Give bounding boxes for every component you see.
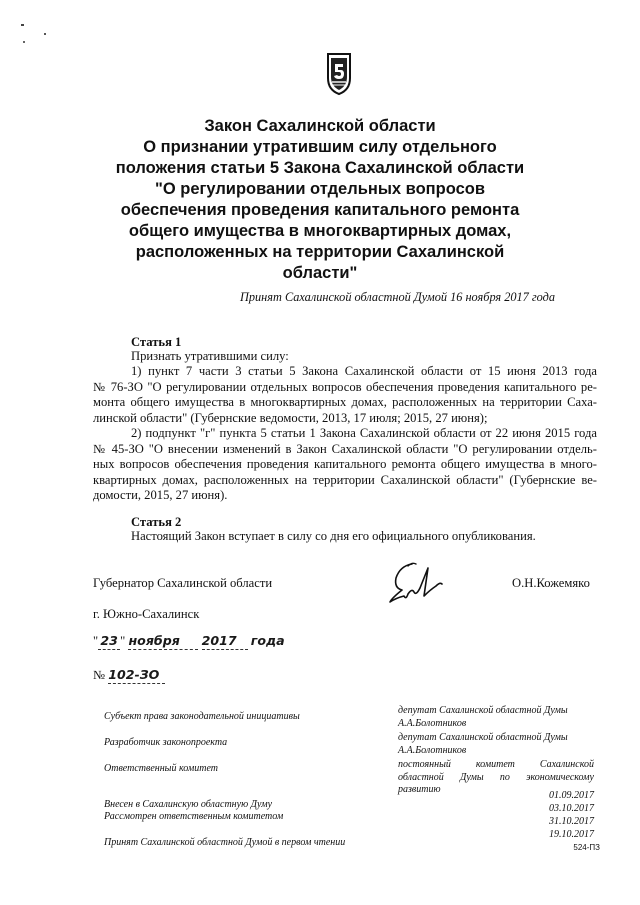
footer-date-value: 01.09.2017	[549, 790, 594, 801]
date-word: года	[250, 633, 285, 648]
text-line: квартирных домах, расположенных на территории Сахалинской области" (Губернские ве-	[93, 472, 597, 487]
date-year: 2017	[202, 633, 248, 650]
footer-date-value: 19.10.2017	[549, 829, 594, 840]
footer-label: Разработчик законопроекта	[104, 737, 228, 748]
article-1-heading: Статья 1	[131, 335, 182, 349]
text-line: № 76-ЗО "О регулировании отдельных вопросов обеспечения проведения капитального ре-	[93, 379, 597, 394]
footer-label: Ответственный комитет	[104, 763, 218, 774]
text-line: монта общего имущества в многоквартирных домах, расположенных на территории Саха-	[93, 395, 597, 409]
adoption-note: Принят Сахалинской областной Думой 16 ноября 2017 года	[240, 290, 556, 304]
footer-date-label: Принят Сахалинской областной Думой в первом чтении	[104, 837, 346, 848]
article-2-heading: Статья 2	[131, 515, 182, 529]
law-title-line: положения статьи 5 Закона Сахалинской области	[115, 159, 525, 177]
footer-value: депутат Сахалинской областной Думы А.А.Болотников	[398, 732, 568, 756]
date-day: 23	[98, 633, 120, 650]
date-month: ноября	[128, 633, 198, 650]
footer-value: постоянный комитет Сахалинской областной Думы по экономическому развитию	[398, 759, 594, 795]
text-line: ных вопросов обеспечения проведения капитального ремонта общего имущества в много-	[93, 457, 597, 471]
footer-value: депутат Сахалинской областной Думы А.А.Болотников	[398, 705, 568, 729]
signing-date	[93, 633, 285, 650]
scan-speck	[44, 33, 46, 35]
law-title-line: О признании утратившим силу отдельного	[143, 138, 497, 156]
document-code: 524-ПЗ	[573, 843, 600, 852]
footer-date-value: 03.10.2017	[549, 803, 594, 814]
article-1-item-1	[93, 364, 597, 426]
quote-mark: "	[93, 634, 99, 648]
number-sign: №	[93, 668, 106, 682]
text-line: линской области" (Губернские ведомости, 2013, 17 июля; 2015, 27 июня);	[93, 410, 488, 425]
coat-of-arms-emblem	[326, 52, 352, 96]
number-value: 102-ЗО	[108, 667, 165, 684]
law-title	[0, 137, 640, 284]
article-2-text: Настоящий Закон вступает в силу со дня его официального опубликования.	[131, 529, 536, 543]
law-title-line: области"	[282, 264, 358, 282]
law-title-line: "О регулировании отдельных вопросов	[155, 180, 485, 198]
text-line: 1) пункт 7 части 3 статьи 5 Закона Сахалинской области от 15 июня 2013 года	[131, 364, 597, 378]
text-line: № 45-ЗО "О внесении изменений в Закон Сахалинской области "О регулировании отдель-	[93, 441, 597, 456]
footer-date-label: Рассмотрен ответственным комитетом	[104, 811, 284, 822]
law-title-line: общего имущества в многоквартирных домах,	[128, 222, 512, 240]
scan-speck	[21, 24, 24, 26]
article-1-intro: Признать утратившими силу:	[131, 349, 289, 363]
city: г. Южно-Сахалинск	[93, 607, 200, 621]
footer-date-label: Внесен в Сахалинскую областную Думу	[104, 799, 273, 810]
scan-speck	[23, 41, 25, 43]
article-1-item-2	[93, 426, 597, 504]
governor-name: О.Н.Кожемяко	[512, 576, 590, 590]
text-line: 2) подпункт "г" пункта 5 статьи 1 Закона Сахалинской области от 22 июня 2015 года	[131, 426, 597, 440]
law-org-title: Закон Сахалинской области	[204, 117, 436, 135]
law-number	[93, 667, 165, 684]
handwritten-signature	[382, 558, 452, 610]
footer-label: Субъект права законодательной инициативы	[104, 711, 300, 722]
law-title-line: обеспечения проведения капитального ремонта	[120, 201, 520, 219]
footer-date-value: 31.10.2017	[549, 816, 594, 827]
quote-mark: "	[120, 634, 126, 648]
law-title-line: расположенных на территории Сахалинской	[135, 243, 505, 261]
governor-position: Губернатор Сахалинской области	[93, 576, 273, 590]
text-line: домости, 2015, 27 июня).	[93, 488, 228, 502]
